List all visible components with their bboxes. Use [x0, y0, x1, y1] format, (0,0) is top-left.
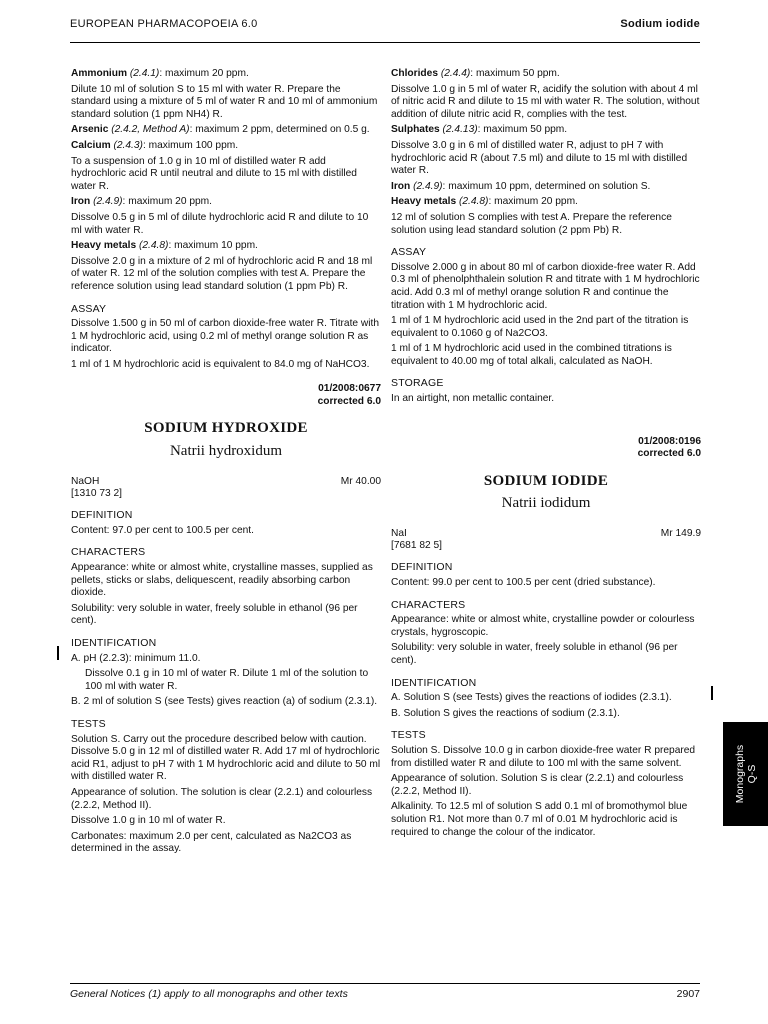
- page-number: 2907: [676, 988, 700, 1000]
- molecular-formula: NaI: [391, 527, 407, 539]
- assay-equivalence-1: 1 ml of 1 M hydrochloric acid used in the 2nd part of the titration is equivalent to 0.1060 g of Na2CO3.: [391, 315, 689, 339]
- section-thumb-tab: [723, 722, 768, 826]
- ammonium-heading: Ammonium (2.4.1): maximum 20 ppm.: [71, 68, 249, 79]
- content-text: Content: 97.0 per cent to 100.5 per cent.: [71, 524, 254, 536]
- left-column: [71, 68, 381, 859]
- ammonium-text: Dilute 10 ml of solution S to 15 ml with water R. Prepare the standard using a mixture of 5 ml of water R and 10 ml of ammonium standard solution (1 ppm NH4) R.: [71, 83, 378, 120]
- chlorides-text: Dissolve 1.0 g in 5 ml of water R, acidify the solution with about 4 ml of nitric acid R and dilute to 15 ml with water R. The solution, without addition of dilute nitric acid R, complies with the test.: [391, 83, 700, 120]
- solution-s-text: Solution S. Dissolve 10.0 g in carbon dioxide-free water R prepared from distilled water R and dilute to 100 ml with the same solvent.: [391, 744, 696, 769]
- revision-bar-right: [711, 686, 713, 700]
- solubility-text: Solubility: very soluble in water, freely soluble in ethanol (96 per cent).: [71, 602, 358, 627]
- characters-heading: CHARACTERS: [391, 598, 466, 611]
- identification-a-detail: Dissolve 0.1 g in 10 ml of water R. Dilute 1 ml of the solution to 100 ml with water R.: [85, 668, 369, 692]
- cas-number: [1310 73 2]: [71, 487, 122, 499]
- identification-b: B. 2 ml of solution S (see Tests) gives reaction (a) of sodium (2.3.1).: [71, 696, 378, 708]
- assay-equivalence-2: 1 ml of 1 M hydrochloric acid used in the combined titrations is equivalent to 40.00 mg of total alkali, calculated as NaOH.: [391, 343, 672, 367]
- assay-text: Dissolve 1.500 g in 50 ml of carbon dioxide-free water R. Titrate with 1 M hydrochloric acid, using 0.2 ml of methyl orange solution R as indicator.: [71, 318, 380, 355]
- identification-a: A. pH (2.2.3): minimum 11.0.: [71, 652, 201, 664]
- header-pharmacopoeia: EUROPEAN PHARMACOPOEIA 6.0: [70, 18, 258, 30]
- iron-text: Dissolve 0.5 g in 5 ml of dilute hydrochloric acid R and dilute to 10 ml with water R.: [71, 211, 369, 236]
- sulphates-text: Dissolve 3.0 g in 6 ml of distilled water R, adjust to pH 7 with hydrochloric acid R (about 7.5 ml) and dilute to 15 ml with distilled water R.: [391, 139, 688, 177]
- appearance-of-solution-text: Appearance of solution. The solution is clear (2.2.1) and colourless (2.2.2, Method II).: [71, 786, 373, 811]
- tests-heading: TESTS: [391, 729, 426, 742]
- sulphates-heading: Sulphates (2.4.13): maximum 50 ppm.: [391, 124, 568, 136]
- storage-heading: STORAGE: [391, 377, 444, 390]
- relative-molecular-mass: Mr 149.9: [660, 527, 701, 539]
- assay-section-heading: ASSAY: [71, 302, 107, 315]
- definition-heading: DEFINITION: [71, 509, 133, 522]
- revision-bar-left: [57, 646, 59, 660]
- identification-a: A. Solution S (see Tests) gives the reactions of iodides (2.3.1).: [391, 692, 672, 704]
- content-text: Content: 99.0 per cent to 100.5 per cent (dried substance).: [391, 577, 656, 589]
- thumb-tab-label: Monographs Q-S: [733, 744, 758, 804]
- formula-line: [391, 528, 701, 554]
- appearance-of-solution-text: Appearance of solution. Solution S is clear (2.2.1) and colourless (2.2.2, Method II).: [391, 773, 684, 797]
- identification-b: B. Solution S gives the reactions of sodium (2.3.1).: [391, 707, 620, 719]
- monograph-latin-name: Natrii hydroxidum: [169, 443, 283, 460]
- appearance-text: Appearance: white or almost white, crystalline masses, supplied as pellets, sticks or slabs, deliquescent, readily absorbing carbon dioxide.: [71, 562, 373, 599]
- assay-equivalence: 1 ml of 1 M hydrochloric acid is equivalent to 84.0 mg of NaHCO3.: [71, 358, 370, 370]
- heavy-metals-heading: Heavy metals (2.4.8): maximum 10 ppm.: [71, 240, 258, 252]
- footer-rule: [70, 983, 700, 984]
- iron-heading: Iron (2.4.9): maximum 20 ppm.: [71, 196, 212, 208]
- identification-heading: IDENTIFICATION: [391, 676, 477, 689]
- molecular-formula: NaOH: [71, 475, 100, 487]
- footer-notice: General Notices (1) apply to all monographs and other texts: [70, 988, 348, 1000]
- monograph-latin-name: Natrii iodidum: [501, 495, 591, 512]
- cas-number: [7681 82 5]: [391, 539, 442, 551]
- appearance-text: Appearance: white or almost white, crystalline powder or colourless crystals, hygroscopic.: [391, 614, 695, 638]
- monograph-reference: 01/2008:0196 corrected 6.0: [637, 435, 701, 460]
- storage-text: In an airtight, non metallic container.: [391, 393, 555, 405]
- assay-section-heading: ASSAY: [391, 246, 427, 259]
- header-rule: [70, 42, 700, 43]
- identification-heading: IDENTIFICATION: [71, 637, 157, 649]
- alkalinity-text: Alkalinity. To 12.5 ml of solution S add 0.1 ml of bromothymol blue solution R1. Not more than 0.7 ml of 0.01 M hydrochloric acid is required to change the colour of the indicator.: [391, 801, 688, 838]
- iron-heading: Iron (2.4.9): maximum 10 ppm, determined on solution S.: [391, 180, 651, 192]
- characters-heading: CHARACTERS: [71, 546, 146, 559]
- arsenic-heading: Arsenic (2.4.2, Method A): maximum 2 ppm, determined on 0.5 g.: [71, 124, 370, 136]
- heavy-metals-heading: Heavy metals (2.4.8): maximum 20 ppm.: [391, 196, 578, 208]
- chlorides-heading: Chlorides (2.4.4): maximum 50 ppm.: [391, 68, 560, 79]
- monograph-reference: 01/2008:0677 corrected 6.0: [317, 383, 381, 407]
- heavy-metals-text: Dissolve 2.0 g in a mixture of 2 ml of hydrochloric acid R and 18 ml of water R. 12 ml of the solution complies with test A. Prepare the reference solution using lead standard solution (1 ppm Pb) R.: [71, 255, 373, 292]
- monograph-title: SODIUM IODIDE: [483, 472, 609, 489]
- tests-heading: TESTS: [71, 717, 106, 730]
- calcium-text: To a suspension of 1.0 g in 10 ml of distilled water R add hydrochloric acid R until neutral and dilute to 15 ml with distilled water R.: [71, 155, 357, 192]
- carbonates-text: Carbonates: maximum 2.0 per cent, calculated as Na2CO3 as determined in the assay.: [71, 830, 352, 855]
- dissolve-text: Dissolve 1.0 g in 10 ml of water R.: [71, 815, 226, 827]
- monograph-title: SODIUM HYDROXIDE: [144, 420, 308, 437]
- solubility-text: Solubility: very soluble in water, freely soluble in ethanol (96 per cent).: [391, 642, 678, 666]
- assay-text: Dissolve 2.000 g in about 80 ml of carbon dioxide-free water R. Add 0.3 ml of phenolphthalein solution R and titrate with 1 M hydrochloric acid. Add 0.3 ml of methyl orange solution R and continue the titration with 1 M hydrochloric acid.: [391, 261, 700, 311]
- relative-molecular-mass: Mr 40.00: [340, 475, 381, 487]
- definition-heading: DEFINITION: [391, 561, 453, 574]
- heavy-metals-text: 12 ml of solution S complies with test A. Prepare the reference solution using lead standard solution (2 ppm Pb) R.: [391, 211, 672, 236]
- calcium-heading: Calcium (2.4.3): maximum 100 ppm.: [71, 139, 239, 151]
- formula-line: [71, 476, 381, 502]
- right-column: [391, 68, 701, 842]
- header-section-title: Sodium iodide: [620, 18, 700, 30]
- solution-s-text: Solution S. Carry out the procedure described below with caution. Dissolve 5.0 g in 12 ml of distilled water R. Add 17 ml of hydrochloric acid R1, adjust to pH 7 with 1 M hydrochloric acid and dilute to 50 ml with distilled water R.: [71, 733, 381, 783]
